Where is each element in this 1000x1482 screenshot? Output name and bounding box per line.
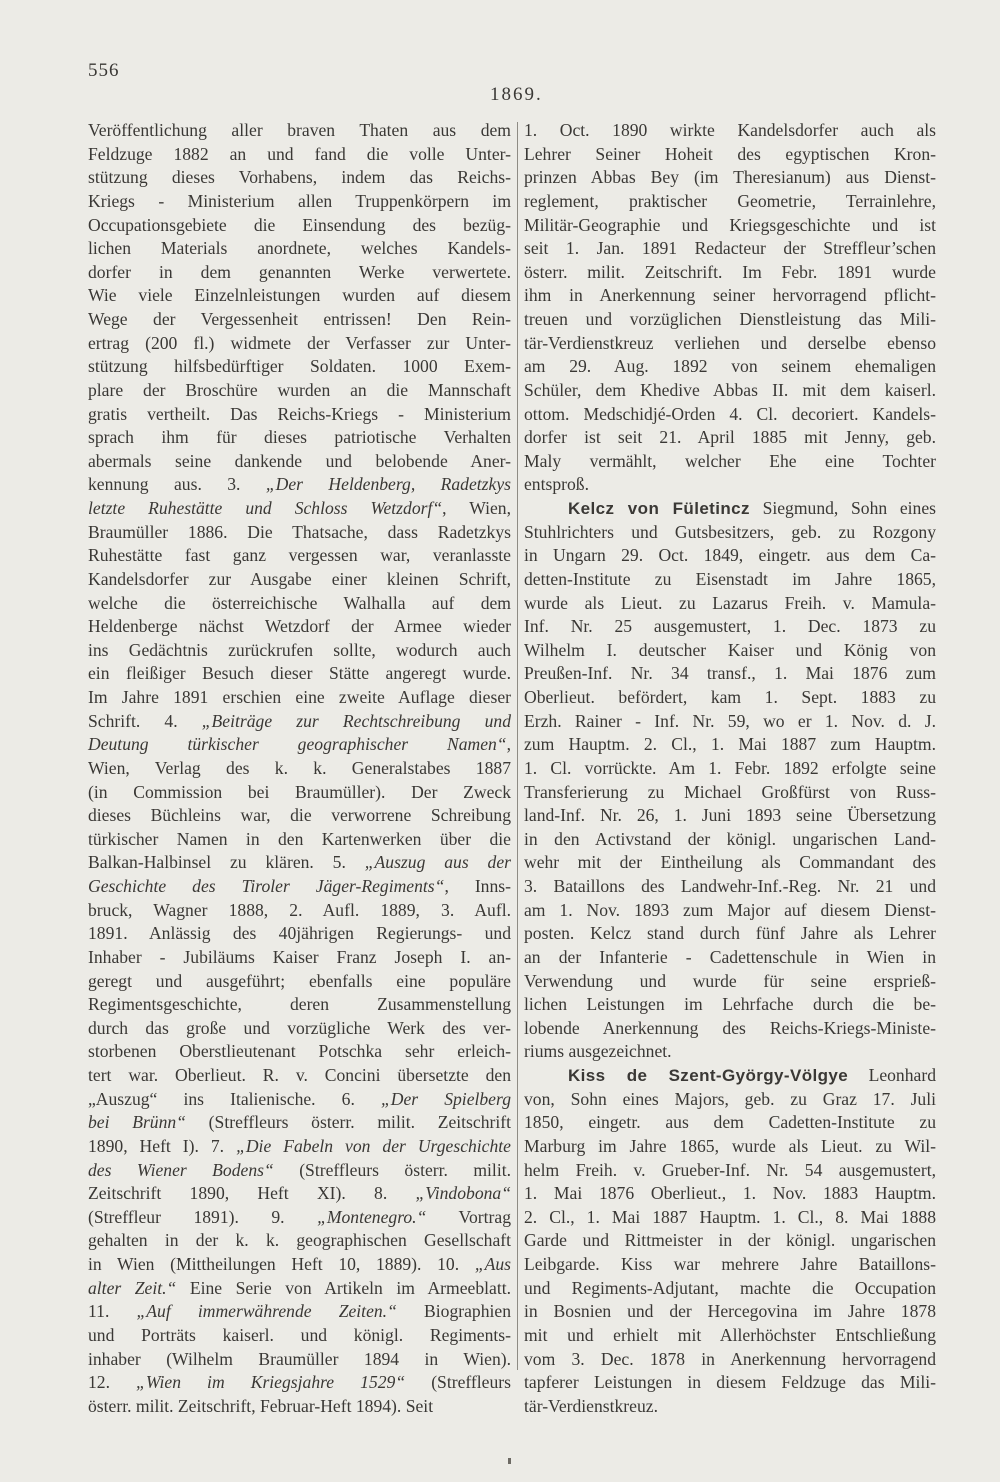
line-text: ein fleißiger Besuch dieser Stätte angeregt wurde.	[88, 663, 511, 684]
line-text: (Streffleur 1891). 9.	[88, 1206, 318, 1227]
text-line	[524, 473, 936, 497]
line-text: storbenen Oberstlieutenant Potschka sehr erleich-	[88, 1041, 511, 1062]
line-text: Wege der Vergessenheit entrissen! Den Rein-	[88, 309, 511, 329]
line-text: lichen Leistungen im Lehrfache durch die be-	[524, 994, 936, 1015]
text-line	[524, 639, 936, 663]
text-line	[524, 592, 936, 616]
line-text: , Wien,	[442, 498, 512, 518]
text-line	[524, 166, 936, 190]
line-text: 1850, eingetr. aus dem Cadetten-Institute zu	[524, 1112, 936, 1133]
text-line	[524, 1111, 936, 1135]
text-line	[88, 899, 511, 923]
text-line	[88, 1064, 511, 1088]
line-text: Biographien	[396, 1301, 511, 1322]
text-line	[88, 1348, 511, 1372]
line-text: Schüler, dem Khedive Abbas II. mit dem kaiserl.	[524, 379, 936, 400]
text-line	[88, 781, 511, 805]
text-line	[524, 1229, 936, 1253]
line-text: an der Infanterie - Cadettenschule in Wien in	[524, 946, 936, 967]
text-line	[88, 332, 511, 356]
line-text: Schrift. 4.	[88, 710, 202, 731]
italic-title: „Beiträge zur Rechtschreibung und	[201, 710, 512, 731]
line-text: Siegmund, Sohn eines	[749, 498, 936, 518]
text-line	[524, 426, 936, 450]
text-line	[88, 592, 511, 616]
text-line	[88, 804, 511, 828]
text-line	[524, 1088, 936, 1112]
left-text-column	[88, 119, 511, 1418]
line-text: und Porträts kaiserl. und königl. Regiments-	[88, 1324, 511, 1345]
text-line	[524, 899, 936, 923]
text-line	[88, 355, 511, 379]
line-text: kennung aus. 3.	[88, 474, 266, 495]
text-line	[88, 237, 511, 261]
line-text: Im Jahre 1891 erschien eine zweite Auflage dieser	[88, 687, 511, 707]
text-line	[524, 851, 936, 875]
text-line	[524, 355, 936, 379]
text-line	[524, 237, 936, 261]
line-text: detten-Institute zu Eisenstadt im Jahre 1865,	[524, 568, 936, 589]
line-text: riums ausgezeichnet.	[524, 1041, 672, 1062]
line-text: in den Activstand der königl. ungarischen Land-	[524, 828, 936, 849]
line-text: sprach ihm für dieses patriotische Verhalten	[88, 427, 511, 448]
text-line	[524, 379, 936, 403]
line-text: abermals seine dankende und belobende Aner-	[88, 450, 511, 471]
line-text: österr. milit. Zeitschrift. Im Febr. 1891 wurde	[524, 261, 936, 282]
line-text: (in Commission bei Braumüller). Der Zweck	[88, 781, 511, 802]
line-text: reglement, praktischer Geometrie, Terrainlehre,	[524, 190, 936, 211]
text-line	[88, 1111, 511, 1135]
text-line	[524, 214, 936, 238]
line-text: 11.	[88, 1301, 137, 1322]
line-text: Verwendung und wurde für seine ersprieß-	[524, 970, 936, 991]
line-text: 1. Oct. 1890 wirkte Kandelsdorfer auch als	[524, 120, 936, 140]
italic-title: bei Brünn“	[88, 1112, 186, 1133]
text-line	[524, 1064, 936, 1088]
line-text: 1. Cl. vorrückte. Am 1. Febr. 1892 erfolgte seine	[524, 757, 936, 778]
text-line	[524, 1182, 936, 1206]
text-line	[88, 1088, 511, 1112]
text-line	[524, 993, 936, 1017]
line-text: zum Hauptm. 2. Cl., 1. Mai 1887 zum Hauptm.	[524, 734, 936, 755]
line-text: Ruhestätte fast ganz vergessen war, veranlasste	[88, 545, 511, 566]
line-text: am 29. Aug. 1892 von seinem ehemaligen	[524, 356, 936, 377]
line-text: stützung hilfsbedürftiger Soldaten. 1000 Exem-	[88, 356, 511, 377]
line-text: Feldzuge 1882 an und fand die volle Unter-	[88, 143, 511, 164]
text-line	[88, 946, 511, 970]
line-text: Wien, Verlag des k. k. Generalstabes 1887	[88, 757, 511, 778]
line-text: Regimentsgeschichte, deren Zusammenstellung	[88, 994, 511, 1015]
line-text: Inf. Nr. 25 ausgemustert, 1. Dec. 1873 zu	[524, 616, 936, 637]
line-text: Stuhlrichters und Gutsbesitzers, geb. zu Rozgony	[524, 521, 936, 542]
line-text: Occupationsgebiete die Einsendung des bezüg-	[88, 214, 511, 235]
text-line	[88, 686, 511, 710]
text-line	[88, 1395, 511, 1419]
text-line	[524, 757, 936, 781]
line-text: ins Gedächtnis zurückrufen sollte, wodurch auch	[88, 639, 511, 660]
line-text: (Streffleurs österr. milit.	[273, 1159, 511, 1180]
line-text: (Streffleurs	[405, 1372, 511, 1393]
text-line	[88, 922, 511, 946]
line-text: ,	[506, 734, 511, 755]
text-line	[524, 1206, 936, 1230]
page-number: 556	[88, 60, 120, 81]
text-line	[524, 403, 936, 427]
text-line	[524, 615, 936, 639]
text-line	[524, 828, 936, 852]
text-line	[88, 521, 511, 545]
line-text: gehalten in der k. k. geographischen Gesellschaft	[88, 1230, 511, 1251]
line-text: Maly vermählt, welcher Ehe eine Tochter	[524, 450, 936, 471]
italic-title: Geschichte des Tiroler Jäger-Regiments“	[88, 876, 445, 896]
line-text: geregt und ausgeführt; ebenfalls eine populäre	[88, 970, 511, 991]
line-text: von, Sohn eines Majors, geb. zu Graz 17. Juli	[524, 1088, 936, 1109]
line-text: mit und erhielt mit Allerhöchster Entschließung	[524, 1324, 936, 1345]
line-text: türkischer Namen in den Kartenwerken über die	[88, 828, 511, 849]
text-line	[88, 379, 511, 403]
text-line	[524, 733, 936, 757]
line-text: Wilhelm I. deutscher Kaiser und König von	[524, 639, 936, 660]
line-text: treuen und vorzüglichen Dienstleistung das Mili-	[524, 309, 936, 329]
text-line	[88, 757, 511, 781]
text-line	[524, 450, 936, 474]
text-line	[88, 662, 511, 686]
line-text: Balkan-Halbinsel zu klären. 5.	[88, 852, 365, 873]
text-line	[88, 308, 511, 332]
line-text: Braumüller 1886. Die Thatsache, dass Radetzkys	[88, 521, 511, 542]
line-text: tapferer Leistungen in diesem Feldzuge das Mili-	[524, 1372, 936, 1393]
line-text: bruck, Wagner 1888, 2. Aufl. 1889, 3. Aufl.	[88, 899, 511, 920]
text-line	[88, 1300, 511, 1324]
line-text: am 1. Nov. 1893 zum Major auf diesem Dienst-	[524, 899, 936, 920]
column-divider	[517, 122, 518, 1370]
text-line	[88, 143, 511, 167]
text-line	[524, 1324, 936, 1348]
text-line	[88, 1371, 511, 1395]
line-text: tär-Verdienstkreuz.	[524, 1395, 658, 1416]
text-line	[524, 1040, 936, 1064]
entry-heading: Kiss de Szent-György-Völgye	[568, 1066, 849, 1085]
line-text: Oberlieut. befördert, kam 1. Sept. 1883 zu	[524, 687, 936, 707]
line-text: vom 3. Dec. 1878 in Anerkennung hervorragend	[524, 1348, 936, 1369]
text-line	[524, 1395, 936, 1419]
line-text: , Inns-	[444, 876, 511, 896]
text-line	[524, 781, 936, 805]
text-line	[524, 497, 936, 521]
italic-title: „Montenegro.“	[317, 1206, 427, 1227]
text-line	[524, 143, 936, 167]
text-line	[524, 922, 936, 946]
line-text: 1. Mai 1876 Oberlieut., 1. Nov. 1883 Hauptm.	[524, 1183, 936, 1204]
text-line	[524, 544, 936, 568]
line-text: welche die österreichische Walhalla auf dem	[88, 592, 511, 613]
line-text: in Ungarn 29. Oct. 1849, eingetr. aus dem Ca-	[524, 545, 936, 566]
line-text: wurde als Lieut. zu Lazarus Freih. v. Mamula-	[524, 592, 936, 613]
entry-heading: Kelcz von Fületincz	[568, 499, 750, 518]
line-text: Erzh. Rainer - Inf. Nr. 59, wo er 1. Nov. d. J.	[524, 710, 936, 731]
text-line	[88, 214, 511, 238]
line-text: plare der Broschüre wurden an die Mannschaft	[88, 379, 511, 400]
text-line	[88, 403, 511, 427]
line-text: Lehrer Seiner Hoheit des egyptischen Kron-	[524, 143, 936, 164]
line-text: Leibgarde. Kiss war mehrere Jahre Bataillons-	[524, 1254, 936, 1274]
line-text: entsproß.	[524, 474, 589, 495]
ink-speck	[508, 1458, 511, 1464]
text-line	[524, 284, 936, 308]
line-text: 12.	[88, 1372, 137, 1393]
text-line	[524, 568, 936, 592]
text-line	[88, 284, 511, 308]
line-text: 1891. Anlässig des 40jährigen Regierungs- und	[88, 923, 511, 944]
italic-title: „Auszug aus der	[364, 852, 511, 873]
line-text: Wie viele Einzelnleistungen wurden auf diesem	[88, 285, 511, 306]
line-text: 3. Bataillons des Landwehr-Inf.-Reg. Nr. 21 und	[524, 876, 936, 896]
text-line	[524, 261, 936, 285]
text-line	[88, 875, 511, 899]
text-line	[88, 710, 511, 734]
text-line	[524, 686, 936, 710]
text-line	[524, 1277, 936, 1301]
line-text: Leonhard	[848, 1065, 936, 1085]
italic-title: „Vindobona“	[415, 1183, 511, 1204]
line-text: inhaber (Wilhelm Braumüller 1894 in Wien).	[88, 1348, 511, 1369]
text-line	[524, 308, 936, 332]
text-line	[524, 332, 936, 356]
text-line	[88, 1206, 511, 1230]
line-text: dorfer ist seit 21. April 1885 mit Jenny, geb.	[524, 427, 936, 448]
text-line	[88, 851, 511, 875]
text-line	[524, 804, 936, 828]
line-text: Marburg im Jahre 1865, wurde als Lieut. zu Wil-	[524, 1135, 936, 1156]
text-line	[88, 119, 511, 143]
right-text-column	[524, 119, 936, 1418]
line-text: tär-Verdienstkreuz verliehen und derselbe ebenso	[524, 332, 936, 353]
italic-title: „Auf immerwährende Zeiten.“	[136, 1301, 397, 1322]
text-line	[88, 1182, 511, 1206]
text-line	[88, 450, 511, 474]
line-text: Kandelsdorfer zur Ausgabe einer kleinen Schrift,	[88, 568, 511, 589]
line-text: dorfer in dem genannten Werke verwertete.	[88, 261, 511, 282]
text-line	[524, 970, 936, 994]
text-line	[88, 1229, 511, 1253]
line-text: „Auszug“ ins Italienische. 6.	[88, 1088, 381, 1109]
line-text: Garde und Rittmeister in der königl. ungarischen	[524, 1230, 936, 1251]
italic-title: „Der Spielberg	[380, 1088, 511, 1109]
text-line	[88, 1253, 511, 1277]
line-text: ihm in Anerkennung seiner hervorragend pflicht-	[524, 285, 936, 306]
text-line	[88, 1159, 511, 1183]
line-text: helm Freih. v. Grueber-Inf. Nr. 54 ausgemustert,	[524, 1159, 936, 1180]
text-line	[524, 946, 936, 970]
text-line	[88, 166, 511, 190]
line-text: 1890, Heft I). 7.	[88, 1135, 237, 1156]
text-line	[88, 1277, 511, 1301]
line-text: ottom. Medschidjé-Orden 4. Cl. decoriert. Kandels-	[524, 403, 936, 424]
line-text: Inhaber - Jubiläums Kaiser Franz Joseph I. an-	[88, 946, 511, 967]
text-line	[88, 473, 511, 497]
italic-title: „Aus	[474, 1254, 511, 1274]
line-text: Heldenberge nächst Wetzdorf der Armee wieder	[88, 616, 511, 637]
line-text: österr. milit. Zeitschrift, Februar-Heft 1894). Seit	[88, 1395, 434, 1416]
line-text: wehr mit der Eintheilung als Commandant des	[524, 852, 936, 873]
line-text: Eine Serie von Artikeln im Armeeblatt.	[176, 1277, 511, 1298]
italic-title: alter Zeit.“	[88, 1277, 177, 1298]
text-line	[524, 1300, 936, 1324]
line-text: ertrag (200 fl.) widmete der Verfasser zur Unter-	[88, 332, 511, 353]
text-line	[524, 1253, 936, 1277]
italic-title: „Der Heldenberg, Radetzkys	[265, 474, 511, 495]
line-text: 2. Cl., 1. Mai 1887 Hauptm. 1. Cl., 8. Mai 1888	[524, 1206, 936, 1227]
text-line	[88, 733, 511, 757]
text-line	[88, 544, 511, 568]
text-line	[524, 119, 936, 143]
text-line	[88, 1040, 511, 1064]
text-line	[524, 875, 936, 899]
text-line	[88, 993, 511, 1017]
line-text: Veröffentlichung aller braven Thaten aus dem	[88, 120, 511, 140]
text-line	[88, 828, 511, 852]
text-line	[88, 261, 511, 285]
line-text: gratis vertheilt. Das Reichs-Kriegs - Ministerium	[88, 403, 511, 424]
line-text: stützung dieses Vorhabens, indem das Reichs-	[88, 167, 511, 188]
line-text: Transferierung zu Michael Großfürst von Russ-	[524, 781, 936, 802]
italic-title: des Wiener Bodens“	[88, 1159, 274, 1180]
text-line	[88, 1324, 511, 1348]
line-text: land-Inf. Nr. 26, 1. Juni 1893 seine Übersetzung	[524, 805, 936, 826]
line-text: in Bosnien und der Hercegovina im Jahre 1878	[524, 1301, 936, 1322]
line-text: und Regiments-Adjutant, machte die Occupation	[524, 1277, 936, 1298]
text-line	[524, 1348, 936, 1372]
page-year-heading: 1869.	[490, 84, 543, 105]
text-line	[88, 1135, 511, 1159]
line-text: Militär-Geographie und Kriegsgeschichte und ist	[524, 214, 936, 235]
italic-title: „Die Fabeln von der Urgeschichte	[236, 1135, 511, 1156]
line-text: prinzen Abbas Bey (im Theresianum) aus Dienst-	[524, 167, 936, 188]
text-line	[88, 568, 511, 592]
text-line	[88, 615, 511, 639]
text-line	[524, 1135, 936, 1159]
line-text: (Streffleurs österr. milit. Zeitschrift	[185, 1112, 511, 1133]
text-line	[524, 1159, 936, 1183]
text-line	[524, 1371, 936, 1395]
line-text: tert war. Oberlieut. R. v. Concini übersetzte den	[88, 1065, 511, 1085]
italic-title: letzte Ruhestätte und Schloss Wetzdorf“	[88, 498, 443, 518]
italic-title: Deutung türkischer geographischer Namen“	[88, 734, 507, 755]
text-line	[88, 1017, 511, 1041]
text-line	[88, 970, 511, 994]
line-text: Vortrag	[426, 1206, 511, 1227]
text-line	[88, 497, 511, 521]
line-text: dieses Büchleins war, die verworrene Schreibung	[88, 805, 511, 826]
text-line	[88, 426, 511, 450]
text-line	[88, 639, 511, 663]
text-line	[524, 662, 936, 686]
line-text: in Wien (Mittheilungen Heft 10, 1889). 10.	[88, 1254, 475, 1274]
line-text: Kriegs - Ministerium allen Truppenkörpern im	[88, 190, 511, 211]
line-text: lichen Materials anordnete, welches Kandels-	[88, 238, 511, 259]
line-text: durch das große und vorzügliche Werk des ver-	[88, 1017, 511, 1038]
line-text: lobende Anerkennung des Reichs-Kriegs-Ministe-	[524, 1017, 936, 1038]
line-text: seit 1. Jan. 1891 Redacteur der Streffleur’schen	[524, 238, 936, 259]
italic-title: „Wien im Kriegsjahre 1529“	[136, 1372, 406, 1393]
line-text: Preußen-Inf. Nr. 34 transf., 1. Mai 1876 zum	[524, 663, 936, 684]
text-line	[524, 190, 936, 214]
text-line	[524, 1017, 936, 1041]
text-line	[524, 521, 936, 545]
line-text: posten. Kelcz stand durch fünf Jahre als Lehrer	[524, 923, 936, 944]
line-text: Zeitschrift 1890, Heft XI). 8.	[88, 1183, 416, 1204]
text-line	[524, 710, 936, 734]
text-line	[88, 190, 511, 214]
